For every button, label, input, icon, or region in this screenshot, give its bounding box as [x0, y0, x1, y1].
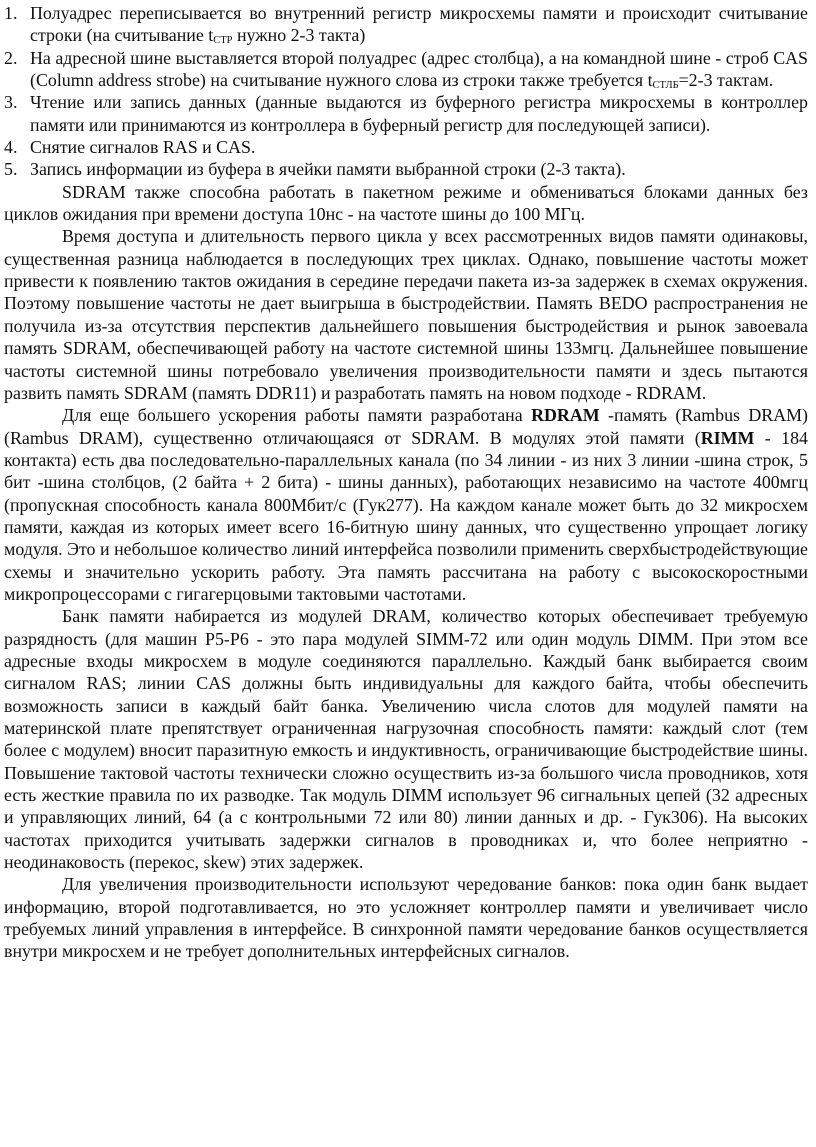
list-number: 5.	[4, 159, 18, 180]
list-number: 2.	[4, 47, 18, 68]
list-item	[4, 47, 808, 92]
list-text: Чтение или запись данных (данные выдаются из буферного регистра микросхемы в контроллер памяти или принимаются из контроллера в буферный регистр для последующей записи).	[30, 92, 808, 135]
list-text: На адресной шине выставляется второй полуадрес (адрес столбца), а на командной шине - строб CAS (Column address strobe) на считывание нужного слова из строки также требуется $t_{СТЛБ}=2-3$ тактам.	[30, 47, 808, 92]
list-text: Снятие сигналов RAS и CAS.	[30, 137, 256, 158]
list-item	[4, 158, 808, 180]
list-number: 3.	[4, 92, 18, 113]
paragraph-bank-interleaving: Для увеличения производительности используют чередование банков: пока один банк выдает информацию, второй подготавливается, но это усложняет контроллер памяти и увеличивает число требуемых линий управления в интерфейсе. В синхронной памяти чередование банков осуществляется внутри микросхем и не требует дополнительных интерфейсных сигналов.	[4, 874, 808, 962]
paragraph-rdram: Для еще большего ускорения работы памяти разработана RDRAM -память (Rambus DRAM) (Rambus DRAM), существенно отличающаяся от SDRAM. В модулях этой памяти (RIMM - 184 контакта) есть два последовательно-параллельных канала (по 34 линии - из них 3 линии -шина строк, 5 бит -шина столбцов, (2 байта + 2 бита) - шины данных), работающих независимо на частоте 400мгц (пропускная способность канала 800Мбит/с (Гук277). На каждом канале может быть до 32 микросхем памяти, каждая из которых имеет всего 16-битную шину данных, что существенно упрощает логику модуля. Это и небольшое количество линий интерфейса позволили применить сверхбыстродействующие схемы и значительно ускорить работу. Эта память рассчитана на работу с высокоскоростными микропроцессорами с гигагерцовыми тактовыми частотами.	[4, 405, 809, 604]
paragraph-memory-bank: Банк памяти набирается из модулей DRAM, количество которых обеспечивает требуемую разрядность (для машин Р5-Р6 - это пара модулей SIMM-72 или один модуль DIMM. При этом все адресные входы микросхем в модуле соединяются параллельно. Каждый банк выбирается своим сигналом RAS; линии CAS должны быть индивидуальны для каждого байта, чтобы обеспечить возможность записи в каждый байт банка. Увеличению числа слотов для модулей памяти на материнской плате препятствует ограниченная нагрузочная способность памяти: каждый слот (тем более с модулем) вносит паразитную емкость и индуктивность, ограничивающие быстродействие шины. Повышение тактовой частоты технически сложно осуществить из-за большого числа проводников, хотя есть жесткие правила по их разводке. Так модуль DIMM использует 96 сигнальных цепей (32 адресных и управляющих линий, 64 (а с контрольными 72 или 80) линии данных и др. - Гук306). На высоких частотах приходится учитывать задержки сигналов в проводниках и, что более неприятно - неодинаковость (перекос, skew) этих задержек.	[4, 606, 808, 873]
list-item	[4, 91, 808, 136]
list-item	[4, 136, 808, 158]
list-number: 4.	[4, 137, 18, 158]
bold-term: RIMM	[700, 427, 755, 448]
list-item	[4, 2, 808, 47]
list-number: 1.	[4, 3, 18, 23]
paragraph-access-time: Время доступа и длительность первого цикла у всех рассмотренных видов памяти одинаковы, существенная разница наблюдается в последующих трех циклах. Однако, повышение частоты может привести к появлению тактов ожидания в середине передачи пакета из-за задержек в схемах окружения. Поэтому повышение частоты не дает выигрыша в быстродействии. Память BEDO распространения не получила из-за отсутствия перспектив дальнейшего повышения быстродействия и рынок завоевала память SDRAM, обеспечивающей работу на частоте системной шины 133мгц. Дальнейшее повышение частоты системной шины потребовало увеличения производительности памяти и здесь пытаются развить память SDRAM (память DDR11) и разработать память на новом подходе - RDRAM.	[4, 226, 808, 403]
paragraph-sdram-burst: SDRAM также способна работать в пакетном режиме и обмениваться блоками данных без циклов ожидания при времени доступа 10нс - на частоте шины до 100 МГц.	[4, 181, 808, 225]
bold-term: RDRAM	[531, 405, 600, 426]
list-text: Полуадрес переписывается во внутренний регистр микросхемы памяти и происходит считывание строки (на считывание $t_{СТР}$ нужно 2-3 такта)	[30, 3, 808, 47]
list-text: Запись информации из буфера в ячейки памяти выбранной строки (2-3 такта).	[30, 159, 626, 180]
